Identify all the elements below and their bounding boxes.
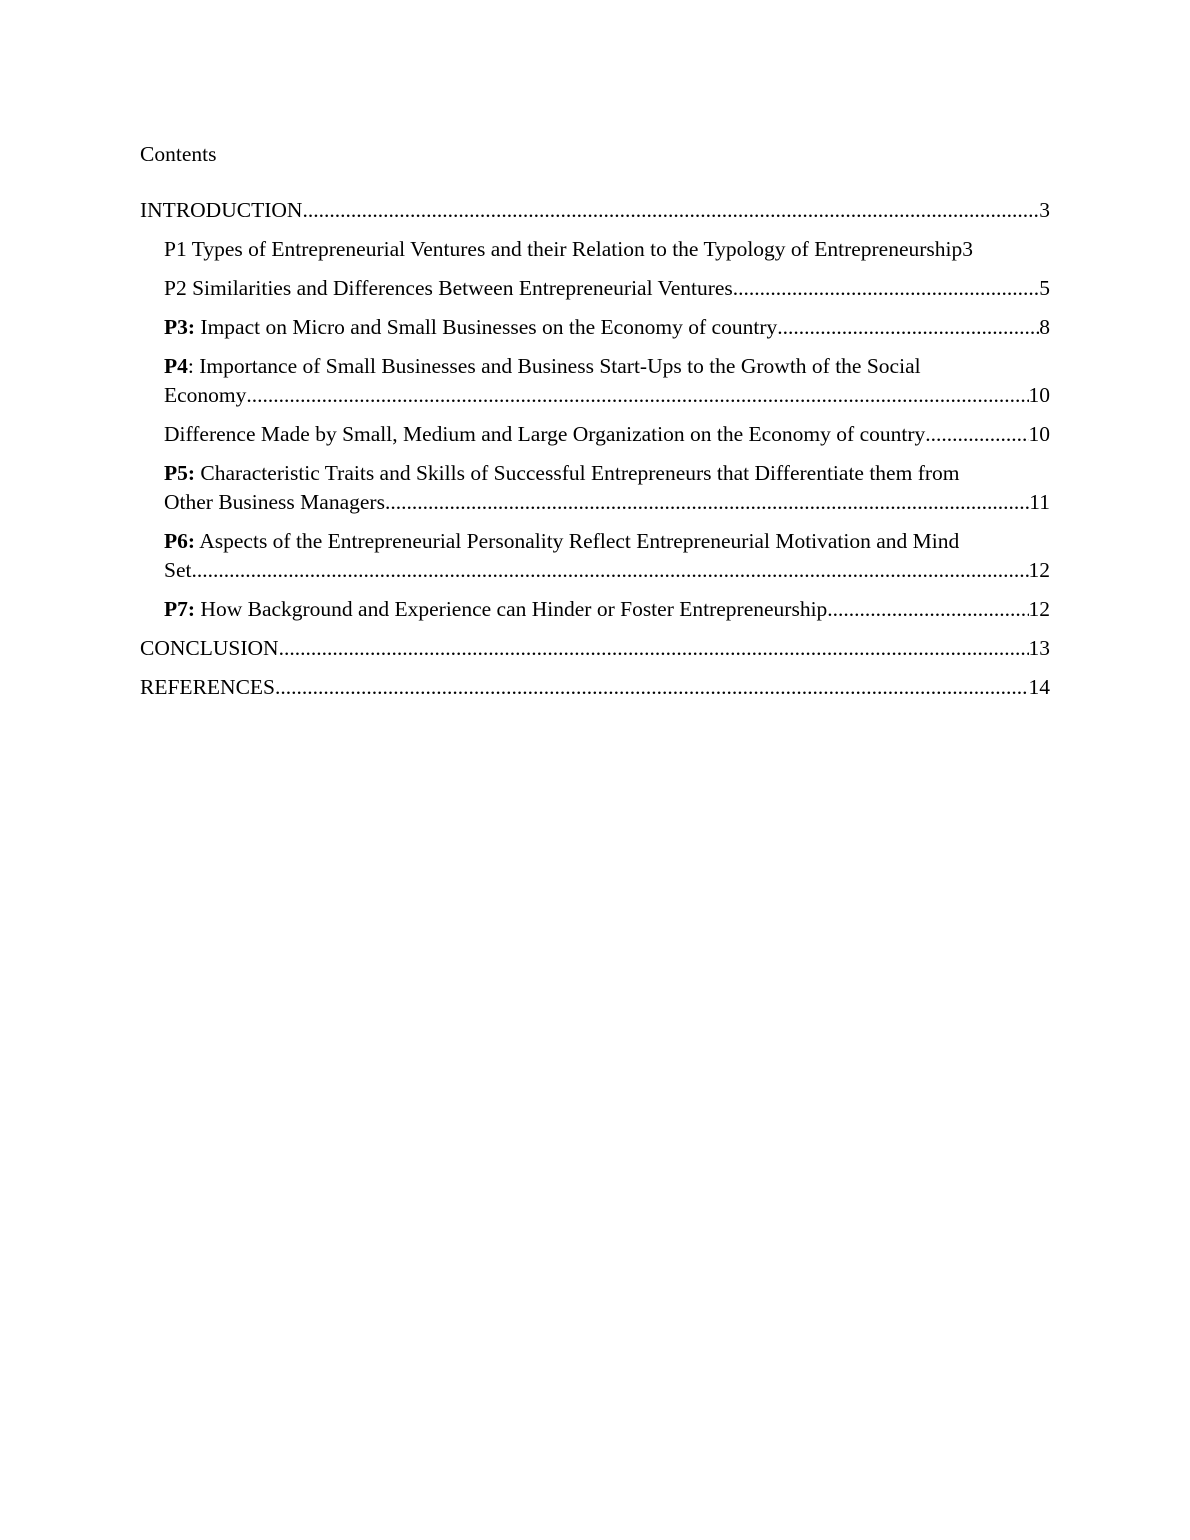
toc-entry-label-text: Other Business Managers: [164, 490, 385, 514]
toc-entry-label-text: Characteristic Traits and Skills of Successful Entrepreneurs that Differentiate them from: [195, 461, 960, 485]
dot-leader: [925, 420, 1028, 449]
toc-entry-page: 10: [1028, 383, 1050, 407]
toc-entry-page: 3: [962, 237, 974, 261]
toc-entry-line1: [164, 459, 1050, 488]
toc-entry-page: 8: [1039, 315, 1050, 339]
toc-entry-p7[interactable]: [164, 595, 1050, 624]
dot-leader: [246, 381, 1028, 410]
toc-entry-line2: [164, 381, 1050, 410]
toc-entry-label: INTRODUCTION: [140, 198, 303, 222]
dot-leader: [275, 673, 1029, 702]
dot-leader: [733, 274, 1039, 303]
toc-entry-label-text: Set: [164, 558, 192, 582]
toc-entry-prefix: P4: [164, 354, 188, 378]
dot-leader: [827, 595, 1028, 624]
toc-entry-page: 11: [1029, 490, 1050, 514]
dot-leader: [302, 196, 1039, 225]
toc-entry-p1[interactable]: [164, 235, 1050, 264]
toc-entry-label: P1 Types of Entrepreneurial Ventures and their Relation to the Typology of Entrepreneurship: [164, 237, 963, 261]
toc-entry-line1: [164, 352, 1050, 381]
toc-entry-introduction[interactable]: [140, 196, 1050, 225]
toc-entry-prefix: P6:: [164, 529, 196, 553]
toc-entry-prefix: P7:: [164, 597, 196, 621]
toc-entry-line1: [164, 527, 1050, 556]
toc-entry-prefix: P5:: [164, 461, 196, 485]
dot-leader: [191, 556, 1028, 585]
dot-leader: [279, 634, 1029, 663]
dot-leader: [385, 488, 1029, 517]
toc-entry-line2: [164, 488, 1050, 517]
toc-entry-label: Difference Made by Small, Medium and Large Organization on the Economy of country: [164, 422, 926, 446]
toc-title: Contents: [140, 142, 217, 166]
toc-entry-label-text: Impact on Micro and Small Businesses on the Economy of country: [195, 315, 778, 339]
toc-entry-page: 3: [1039, 198, 1050, 222]
toc-entry-conclusion[interactable]: [140, 634, 1050, 663]
toc-entry-page: 12: [1028, 597, 1050, 621]
toc-entry-label: CONCLUSION: [140, 636, 279, 660]
toc-entry-prefix: P3:: [164, 315, 196, 339]
toc-entry-label: REFERENCES: [140, 675, 275, 699]
toc-entry-label: P2 Similarities and Differences Between Entrepreneurial Ventures: [164, 276, 733, 300]
toc-entry-label: [164, 313, 777, 342]
toc-entry-p4[interactable]: [164, 352, 1050, 410]
toc-entry-line2: [164, 556, 1050, 585]
toc-entry-page: 13: [1028, 636, 1050, 660]
toc-entry-page: 12: [1028, 558, 1050, 582]
toc-entry-p6[interactable]: [164, 527, 1050, 585]
toc-entry-p5[interactable]: [164, 459, 1050, 517]
toc-entry-label-text: Economy: [164, 383, 247, 407]
toc-entry-page: 14: [1028, 675, 1050, 699]
toc-entry-label-text: : Importance of Small Businesses and Business Start-Ups to the Growth of the Social: [187, 354, 921, 378]
toc-entry-label-text: Aspects of the Entrepreneurial Personality Reflect Entrepreneurial Motivation and Mind: [195, 529, 960, 553]
dot-leader: [777, 313, 1039, 342]
toc-entry-label: [164, 595, 827, 624]
toc-entry-page: 10: [1028, 422, 1050, 446]
table-of-contents: [140, 196, 1050, 712]
toc-entry-difference-made[interactable]: [164, 420, 1050, 449]
toc-entry-page: 5: [1039, 276, 1050, 300]
toc-entry-label-text: How Background and Experience can Hinder or Foster Entrepreneurship: [195, 597, 828, 621]
toc-entry-p3[interactable]: [164, 313, 1050, 342]
toc-entry-p2[interactable]: [164, 274, 1050, 303]
toc-entry-references[interactable]: [140, 673, 1050, 702]
